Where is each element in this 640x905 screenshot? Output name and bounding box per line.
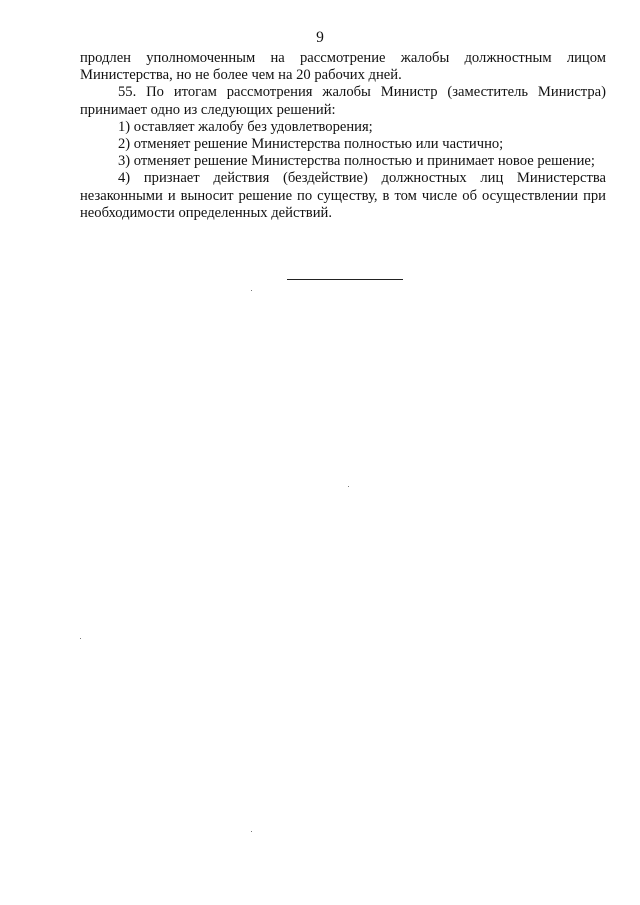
list-item-4: 4) признает действия (бездействие) должностных лиц Министерства незаконными и выносит решение по существу, в том числе об осуществлении при необходимости определенных действий.: [80, 170, 606, 221]
scan-speck: [251, 831, 252, 832]
document-body: [80, 50, 606, 222]
scan-speck: [251, 290, 252, 291]
scan-speck: [80, 638, 81, 639]
paragraph-continuation: продлен уполномоченным на рассмотрение жалобы должностным лицом Министерства, но не более чем на 20 рабочих дней.: [80, 50, 606, 84]
list-item-3: 3) отменяет решение Министерства полностью и принимает новое решение;: [118, 153, 595, 170]
paragraph-55: 55. По итогам рассмотрения жалобы Министр (заместитель Министра) принимает одно из следующих решений:: [80, 84, 606, 118]
list-item-1: 1) оставляет жалобу без удовлетворения;: [118, 118, 373, 135]
end-of-document-rule: [287, 279, 403, 280]
page-number: 9: [316, 29, 324, 46]
list-item-2: 2) отменяет решение Министерства полностью или частично;: [118, 136, 504, 153]
scan-speck: [348, 486, 349, 487]
